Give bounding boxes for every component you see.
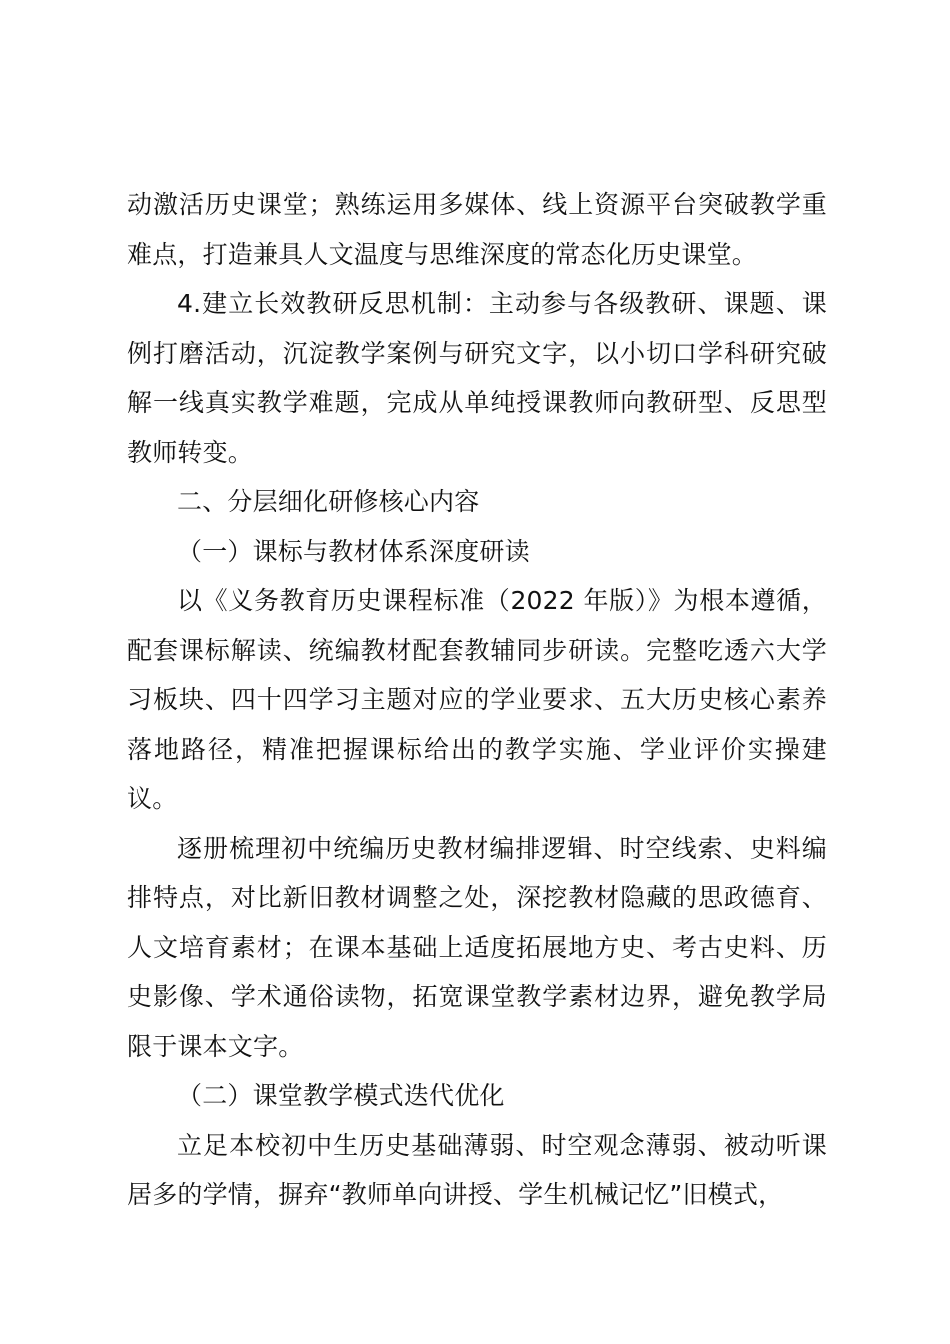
learning-situation-paragraph: 立足本校初中生历史基础薄弱、时空观念薄弱、被动听课居多的学情，摒弃“教师单向讲授、学生机械记忆”旧模式，	[127, 1130, 827, 1209]
point-4-paragraph: 4.建立长效教研反思机制：主动参与各级教研、课题、课例打磨活动，沉淀教学案例与研究文字，以小切口学科研究破解一线真实教学难题，完成从单纯授课教师向教研型、反思型教师转变。	[127, 289, 827, 467]
document-body	[127, 180, 827, 1220]
continued-paragraph: 动激活历史课堂；熟练运用多媒体、线上资源平台突破教学重难点，打造兼具人文温度与思维深度的常态化历史课堂。	[127, 190, 827, 269]
subheading-classroom: （二）课堂教学模式迭代优化	[177, 1081, 505, 1110]
section-heading: 二、分层细化研修核心内容	[177, 487, 480, 516]
curriculum-standard-paragraph: 以《义务教育历史课程标准（2022 年版）》为根本遵循，配套课标解读、统编教材配套教辅同步研读。完整吃透六大学习板块、四十四学习主题对应的学业要求、五大历史核心素养落地路径，精准把握课标给出的教学实施、学业评价实操建议。	[127, 586, 827, 813]
subheading-curriculum: （一）课标与教材体系深度研读	[177, 536, 530, 566]
textbook-review-paragraph: 逐册梳理初中统编历史教材编排逻辑、时空线索、史料编排特点，对比新旧教材调整之处，深挖教材隐藏的思政德育、人文培育素材；在课本基础上适度拓展地方史、考古史料、历史影像、学术通俗读物，拓宽课堂教学素材边界，避免教学局限于课本文字。	[127, 833, 827, 1061]
